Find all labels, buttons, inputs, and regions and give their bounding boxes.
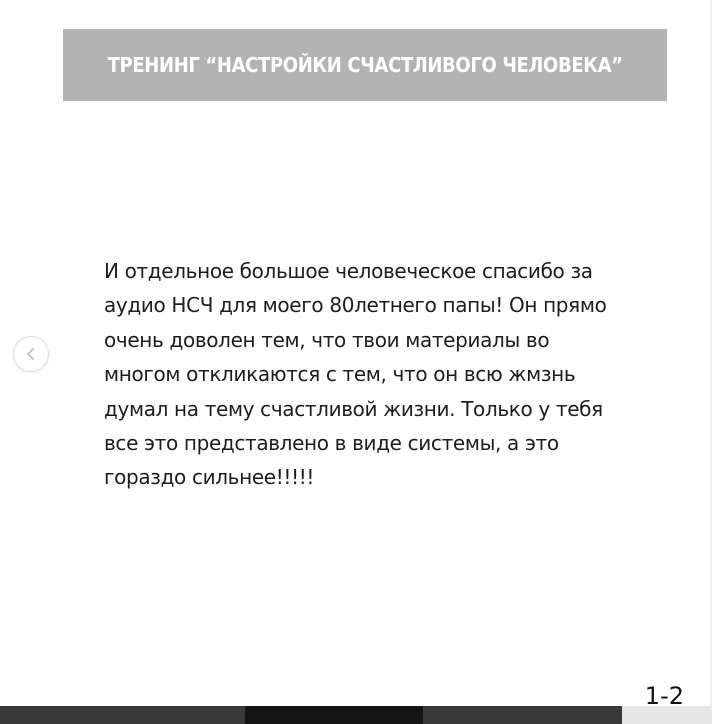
carousel-progress-bar bbox=[0, 706, 712, 724]
testimonial-line: гораздо сильнее!!!!! bbox=[104, 465, 315, 490]
banner-title: ТРЕНИНГ “НАСТРОЙКИ СЧАСТЛИВОГО ЧЕЛОВЕКА” bbox=[107, 53, 623, 77]
testimonial-line: очень доволен тем, что твои материалы во bbox=[104, 327, 550, 352]
testimonial-line: И отдельное большое человеческое спасибо за bbox=[104, 259, 593, 283]
carousel-progress-segment bbox=[245, 706, 423, 724]
testimonial-line: все это представлено в виде системы, а это bbox=[104, 431, 559, 456]
testimonial-line: аудио НСЧ для моего 80летнего папы! Он прямо bbox=[104, 293, 607, 318]
testimonial-line: многом откликаются с тем, что он всю жмзнь bbox=[104, 362, 576, 387]
testimonial-line: думал на тему счастливой жизни. Только у тебя bbox=[104, 396, 603, 421]
testimonial-text bbox=[104, 254, 664, 495]
page-counter: 1-2 bbox=[644, 682, 684, 710]
chevron-left-icon bbox=[24, 347, 38, 361]
title-banner bbox=[63, 29, 667, 101]
previous-slide-button[interactable] bbox=[14, 337, 48, 371]
